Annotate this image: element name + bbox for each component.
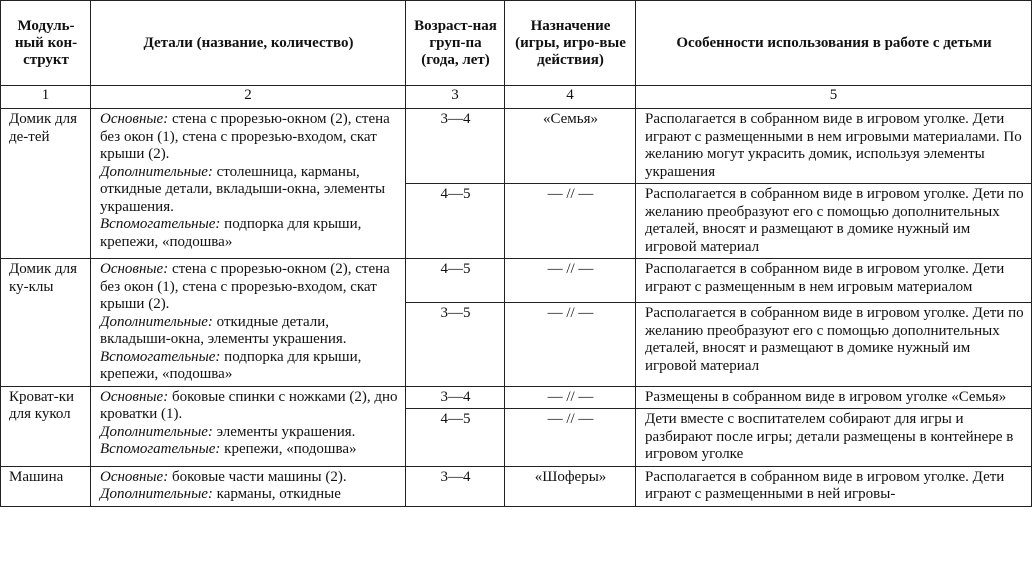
- age-group: 3—5: [406, 303, 505, 386]
- usage-notes: Располагается в собранном виде в игровом уголке. Дети по желанию преобразуют его с помощью дополнительных деталей, вносят и размещают в домике нужный им игровой материал: [636, 303, 1032, 386]
- header-usage: Особенности использования в работе с детьми: [636, 1, 1032, 86]
- details-basic: боковые спинки с ножками (2), дно кроватки (1).: [100, 388, 398, 422]
- label-additional: Дополнительные:: [100, 486, 213, 502]
- label-auxiliary: Вспомогательные:: [100, 216, 221, 232]
- usage-notes: Располагается в собранном виде в игровом уголке. Дети играют с размещенными в нем игровыми материалами. По желанию могут украсить домик, используя элементы украшения: [636, 109, 1032, 184]
- usage-notes: Располагается в собранном виде в игровом уголке. Дети играют с размещенным в нем игровым материалом: [636, 259, 1032, 303]
- module-name: Машина: [1, 466, 91, 506]
- label-additional: Дополнительные:: [100, 163, 213, 180]
- label-auxiliary: Вспомогательные:: [100, 348, 221, 365]
- column-number: 1: [1, 86, 91, 109]
- age-group: 3—4: [406, 386, 505, 409]
- usage-notes: Располагается в собранном виде в игровом уголке. Дети по желанию преобразуют его с помощью дополнительных деталей, вносят и размещают в домике нужный им игровой материал: [636, 184, 1032, 259]
- details-basic: боковые части машины (2).: [168, 468, 347, 485]
- usage-notes: Дети вместе с воспитателем собирают для игры и разбирают после игры; детали размещены в контейнере в игровом уголке: [636, 409, 1032, 467]
- purpose: — // —: [505, 259, 636, 303]
- age-group: 3—4: [406, 109, 505, 184]
- purpose: — // —: [505, 386, 636, 409]
- column-number: 4: [505, 86, 636, 109]
- column-number-row: [1, 86, 1032, 109]
- label-additional: Дополнительные:: [100, 313, 213, 330]
- table-row: [1, 466, 1032, 506]
- details-basic: стена с прорезью-окном (2), стена без окон (1), стена с прорезью-входом, скат крыши (2).: [100, 261, 390, 312]
- module-name: Кроват-ки для кукол: [1, 386, 91, 466]
- details-basic: стена с прорезью-окном (2), стена без окон (1), стена с прорезью-входом, скат крыши (2).: [100, 111, 390, 162]
- table-row: [1, 109, 1032, 184]
- age-group: 3—4: [406, 466, 505, 506]
- module-details: [91, 466, 406, 506]
- label-basic: Основные:: [100, 111, 169, 127]
- header-row: [1, 1, 1032, 86]
- module-details: [91, 109, 406, 259]
- header-module: Модуль-ный кон-структ: [1, 1, 91, 86]
- label-auxiliary: Вспомогательные:: [100, 441, 221, 457]
- module-details: [91, 386, 406, 466]
- module-name: Домик для ку-клы: [1, 259, 91, 387]
- purpose: «Шоферы»: [505, 466, 636, 506]
- age-group: 4—5: [406, 259, 505, 303]
- label-basic: Основные:: [100, 468, 169, 485]
- usage-notes: Размещены в собранном виде в игровом уголке «Семья»: [636, 386, 1032, 409]
- age-group: 4—5: [406, 184, 505, 259]
- module-details: [91, 259, 406, 387]
- details-additional: столешница, карманы, откидные детали, вкладыши-окна, элементы украшения.: [100, 163, 386, 215]
- table-row: [1, 259, 1032, 303]
- label-additional: Дополнительные:: [100, 423, 213, 440]
- header-purpose: Назначение (игры, игро-вые действия): [505, 1, 636, 86]
- column-number: 5: [636, 86, 1032, 109]
- details-auxiliary: подпорка для крыши, крепежи, «подошва»: [100, 348, 362, 382]
- header-age: Возраст-ная груп-па (года, лет): [406, 1, 505, 86]
- details-auxiliary: подпорка для крыши, крепежи, «подошва»: [100, 216, 362, 250]
- details-additional: карманы, откидные: [212, 486, 341, 502]
- purpose: «Семья»: [505, 109, 636, 184]
- table-row: [1, 386, 1032, 409]
- column-number: 2: [91, 86, 406, 109]
- header-details: Детали (название, количество): [91, 1, 406, 86]
- age-group: 4—5: [406, 409, 505, 467]
- details-additional: элементы украшения.: [212, 423, 356, 440]
- details-additional: откидные детали, вкладыши-окна, элементы украшения.: [100, 313, 347, 347]
- module-name: Домик для де-тей: [1, 109, 91, 259]
- label-basic: Основные:: [100, 261, 169, 277]
- purpose: — // —: [505, 184, 636, 259]
- purpose: — // —: [505, 409, 636, 467]
- details-auxiliary: крепежи, «подошва»: [220, 441, 357, 457]
- purpose: — // —: [505, 303, 636, 386]
- usage-notes: Располагается в собранном виде в игровом уголке. Дети играют с размещенными в ней игровы-: [636, 466, 1032, 506]
- column-number: 3: [406, 86, 505, 109]
- label-basic: Основные:: [100, 388, 169, 405]
